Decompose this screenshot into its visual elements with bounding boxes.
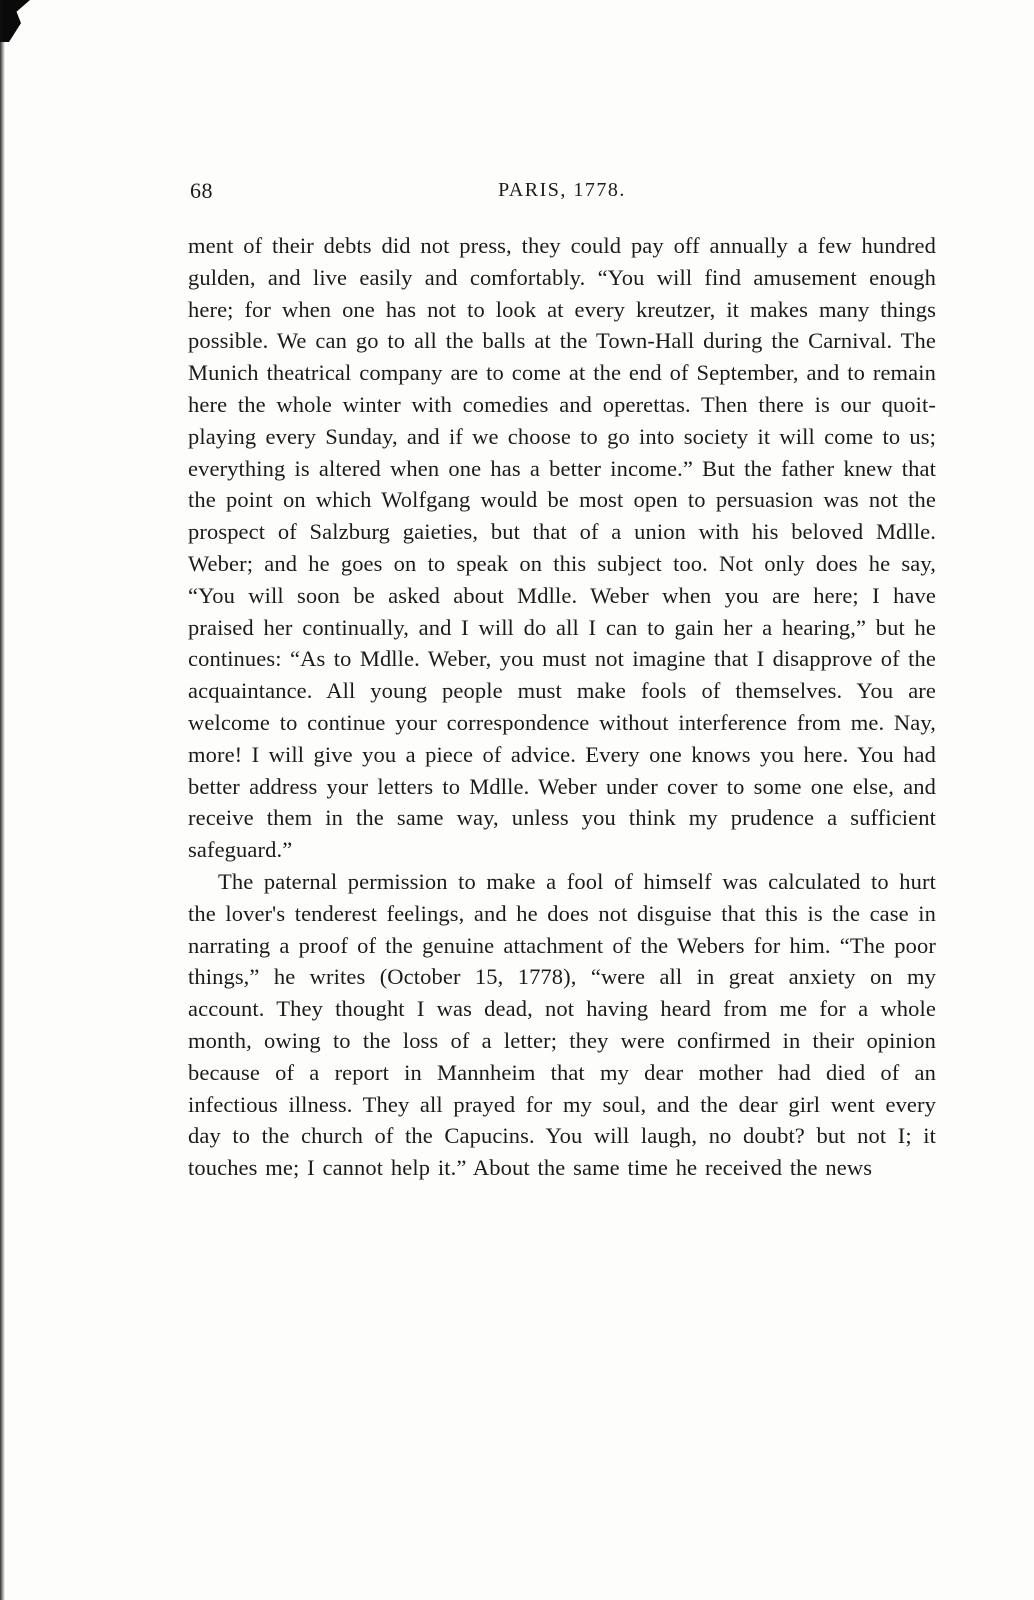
body-paragraph: ment of their debts did not press, they could pay off annually a few hundred gulden, and live easily and comfortably. “You will find amusement enough here; for when one has not to look at every kreutzer, it makes many things possible. We can go to all the balls at the Town-Hall during the Carnival. The Munich theatrical company are to come at the end of September, and to remain here the whole winter with comedies and operettas. Then there is our quoit-playing every Sunday, and if we choose to go into society it will come to us; everything is altered when one has a better income.” But the father knew that the point on which Wolfgang would be most open to persuasion was not the prospect of Salzburg gaieties, but that of a union with his beloved Mdlle. Weber; and he goes on to speak on this subject too. Not only does he say, “You will soon be asked about Mdlle. Weber when you are here; I have praised her continually, and I will do all I can to gain her a hearing,” but he continues: “As to Mdlle. Weber, you must not imagine that I disapprove of the acquaintance. All young people must make fools of themselves. You are welcome to continue your correspondence without interference from me. Nay, more! I will give you a piece of advice. Every one knows you here. You had better address your letters to Mdlle. Weber under cover to some one else, and receive them in the same way, unless you think my prudence a sufficient safeguard.” — [188, 233, 936, 863]
page-number: 68 — [190, 178, 213, 203]
scan-edge-line — [0, 0, 5, 1600]
running-header-title: PARIS, 1778. — [498, 179, 626, 201]
body-paragraph: The paternal permission to make a fool of himself was calculated to hurt the lover's tenderest feelings, and he does not disguise that this is the case in narrating a proof of the genuine attachment of the Webers for him. “The poor things,” he writes (October 15, 1778), “were all in great anxiety on my account. They thought I was dead, not having heard from me for a whole month, owing to the loss of a letter; they were confirmed in their opinion because of a report in Mannheim that my dear mother had died of an infectious illness. They all prayed for my soul, and the dear girl went every day to the church of the Capucins. You will laugh, no doubt? but not I; it touches me; I cannot help it.” About the same time he received the news — [188, 868, 936, 1181]
text-block — [188, 178, 936, 1184]
body-text — [188, 230, 936, 1184]
page-header — [188, 178, 936, 212]
